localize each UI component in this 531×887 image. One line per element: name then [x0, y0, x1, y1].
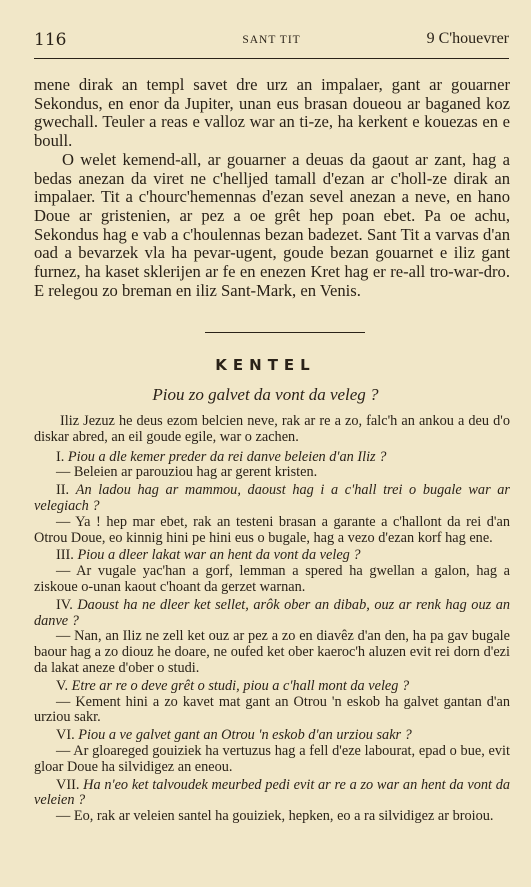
question-text: Piou a ve galvet gant an Otrou 'n eskob d'an urziou sakr ?: [78, 727, 412, 744]
paragraph: mene dirak an templ savet dre urz an impalaer, gant ar gouarner Sekondus, en enor da Jupiter, unan eus brasan doueou ar baganed koz gwechall. Teuler a reas e valloz war an ti-ze, ha kerkent e kouezas en e boull.: [34, 75, 510, 151]
question-text: Daoust ha ne dleer ket sellet, arôk ober an dibab, ouz ar renk hag ouz an danve ?: [34, 596, 510, 629]
answer: — Beleien ar parouziou hag ar gerent kristen.: [56, 464, 318, 481]
question-text: Piou a dle kemer preder da rei danve beleien d'an Iliz ?: [67, 448, 387, 465]
catechism-text: [34, 414, 510, 827]
question: [34, 450, 510, 466]
page-number: 116: [34, 30, 67, 50]
question: [34, 598, 510, 630]
intro-paragraph: Iliz Jezuz he deus ezom belcien neve, rak ar re a zo, falc'h an ankou a deu d'o diskar abred, an eil goude egile, war o zachen.: [34, 413, 510, 445]
question: [34, 483, 510, 515]
question-text: An ladou hag ar mammou, daoust hag i a c'hall trei o bugale war ar velegiach ?: [34, 482, 510, 514]
section-heading: KENTEL: [215, 356, 316, 374]
question-number: VII.: [56, 776, 80, 793]
question-number: II.: [56, 482, 70, 499]
answer: — Ya ! hep mar ebet, rak an testeni brasan a garante a c'hallont da rei d'an Otrou Doue, eo kinnig hini pe hini eus o bugale, hag a vezo d'ezan korf hag ene.: [34, 513, 510, 546]
question-number: III.: [56, 547, 74, 564]
question-text: Etre ar re o deve grêt o studi, piou a c'hall mont da veleg ?: [71, 677, 410, 694]
header-rule: [34, 58, 509, 59]
section-subtitle: Piou zo galvet da vont da veleg ?: [152, 385, 379, 404]
question: [34, 728, 510, 744]
question-number: V.: [56, 677, 69, 694]
running-title: SANT TIT: [242, 34, 301, 46]
paragraph: O welet kemend-all, ar gouarner a deuas da gaout ar zant, hag a bedas anezan da viret ne c'helljed tamall d'ezan ar c'holl-ze dirak an impalaer. Tit a c'hourc'hemennas d'ezan sevel anezan a neve, en hano Doue ar gristenien, ar pez a oe grêt hep poan ebet. Pa oe achu, Sekondus hag e vab a c'houlennas bezan badezet. Sant Tit a varvas d'an oad a bevarzek vla ha pevar-ugent, goude bezan gouarnet e iliz gant furnez, ha kaset sklerijen ar fe en enezen Kret hag er re-all tro-war-dro. E relegou zo breman en iliz Sant-Mark, en Venis.: [34, 149, 510, 300]
answer: — Kement hini a zo kavet mat gant an Otrou 'n eskob ha galvet gantan d'an urziou sakr.: [34, 693, 510, 726]
main-text: [34, 76, 510, 300]
question-number: VI.: [56, 727, 75, 744]
answer: — Ar gloareged gouiziek ha vertuzus hag a fell d'eze labourat, epad o bue, evit gloar Doue ha silvidigez an eneou.: [34, 742, 510, 775]
question-text: Ha n'eo ket talvoudek meurbed pedi evit ar re a zo war an hent da vont da veleien ?: [34, 776, 510, 809]
question-text: Piou a dleer lakat war an hent da vont da veleg ?: [77, 547, 361, 564]
question: [34, 778, 510, 810]
question-number: IV.: [56, 596, 73, 613]
running-header: [34, 30, 509, 54]
question: [34, 548, 510, 564]
question: [34, 679, 510, 695]
section-divider: [205, 332, 365, 333]
answer: — Nan, an Iliz ne zell ket ouz ar pez a zo en diavêz d'an den, ha pa gav bugale baour hag a zo diouz he doare, ne oufed ket ober kaeroc'h aluzen evit rei dorn d'ezi da lakat aneze d'ober o studi.: [34, 628, 510, 676]
header-date: 9 C'houevrer: [426, 30, 509, 47]
question-number: I.: [56, 448, 65, 465]
answer: — Ar vugale yac'han a gorf, lemman a spered ha gwellan a galon, hag a ziskoue o-unan kaout c'hoant da gerzet warnan.: [34, 563, 510, 595]
answer: — Eo, rak ar veleien santel ha gouiziek, hepken, eo a ra silvidigez ar broiou.: [56, 808, 494, 825]
